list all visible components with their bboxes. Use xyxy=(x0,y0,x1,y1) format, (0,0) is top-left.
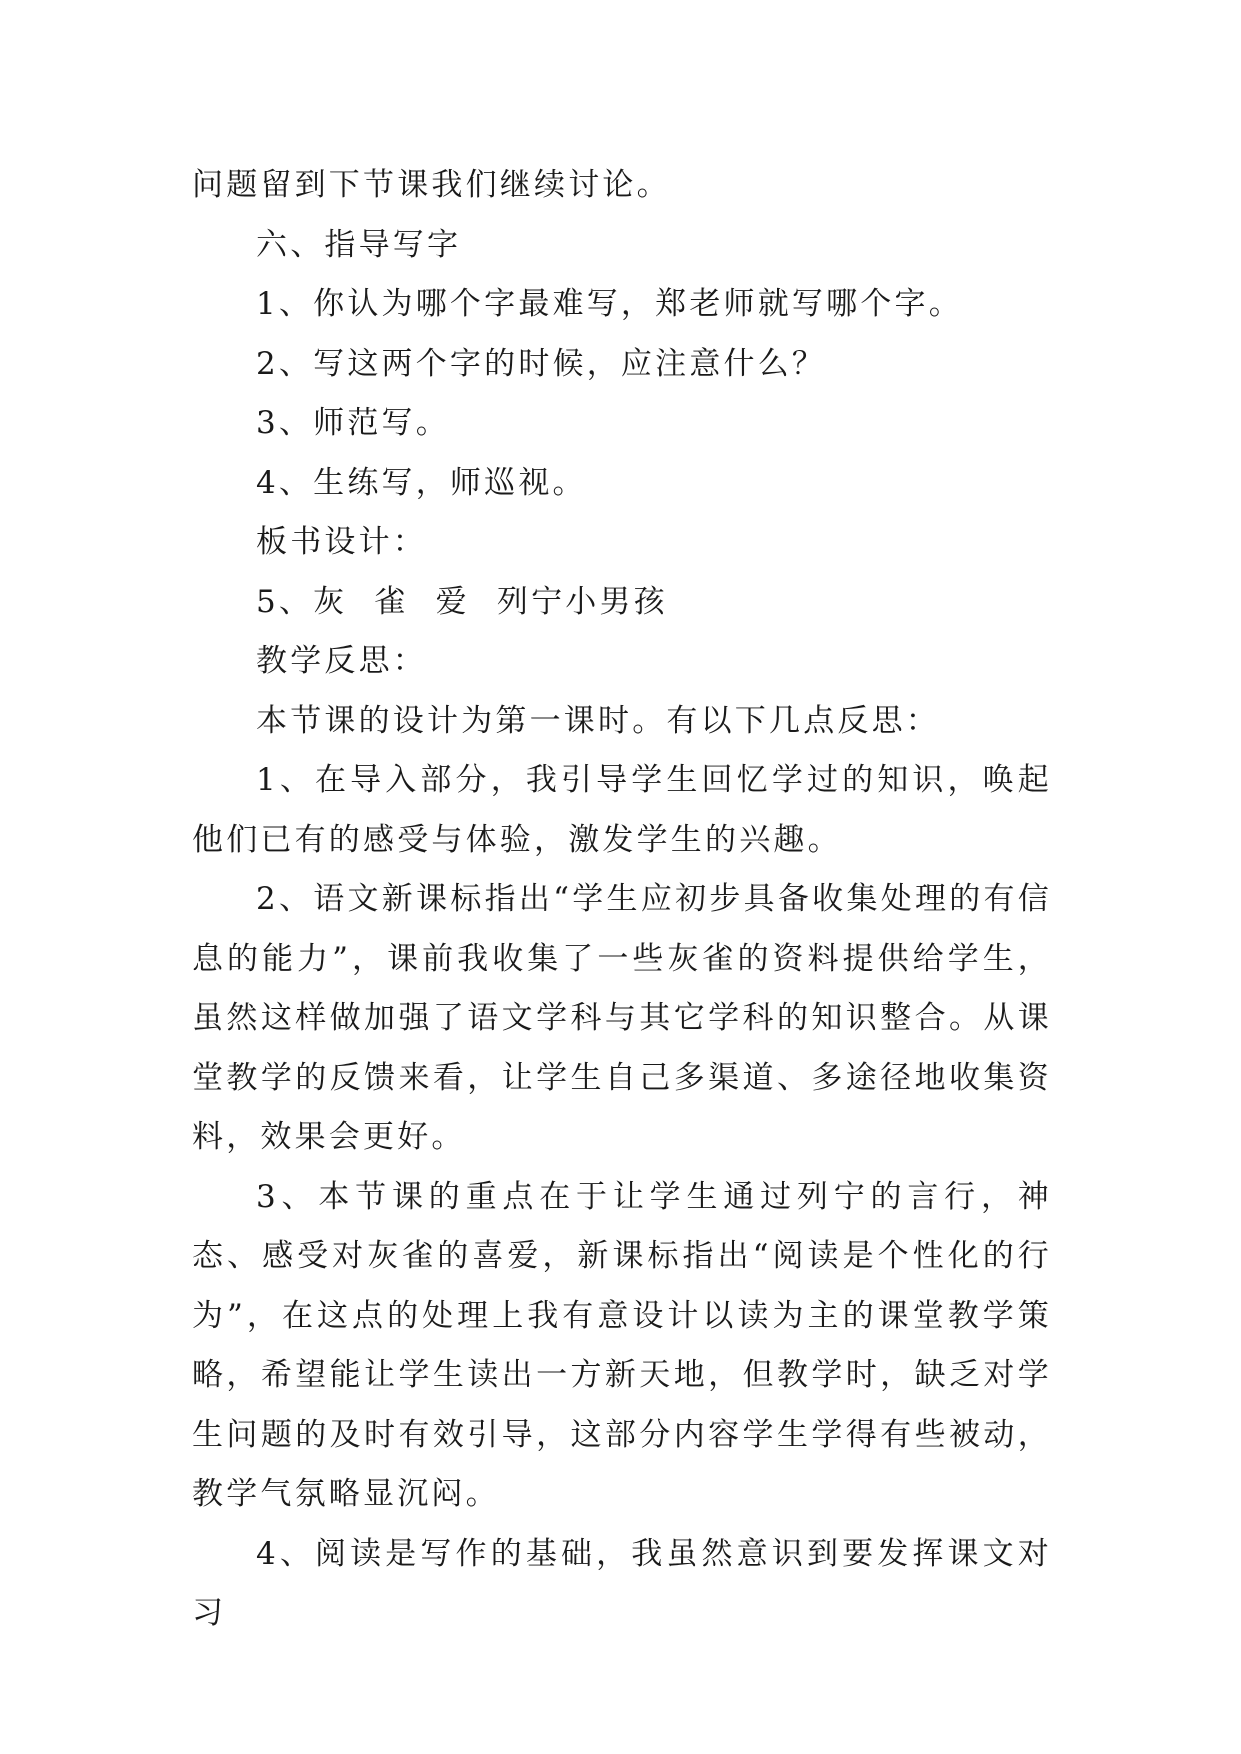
reflection-point-3: 3、本节课的重点在于让学生通过列宁的言行，神态、感受对灰雀的喜爱，新课标指出“阅读是个性化的行为”，在这点的处理上我有意设计以读为主的课堂教学策略，希望能让学生读出一方新天地，但教学时，缺乏对学生问题的及时有效引导，这部分内容学生学得有些被动，教学气氛略显沉闷。 xyxy=(192,1178,1052,1512)
document-body xyxy=(192,156,1052,1644)
list-item: 3、师范写。 xyxy=(256,405,450,441)
paragraph-1: 问题留到下节课我们继续讨论。 xyxy=(192,167,671,203)
reflection-point-1: 1、在导入部分，我引导学生回忆学过的知识，唤起他们已有的感受与体验，激发学生的兴趣。 xyxy=(192,762,1052,858)
board-design-content: 5、灰 雀 爱 列宁小男孩 xyxy=(256,583,668,620)
board-design-heading: 板书设计： xyxy=(256,524,427,560)
list-item: 1、你认为哪个字最难写，郑老师就写哪个字。 xyxy=(256,286,963,322)
list-item: 4、生练写，师巡视。 xyxy=(256,464,587,501)
reflection-point-4: 4、阅读是写作的基础，我虽然意识到要发挥课文对习 xyxy=(192,1535,1052,1631)
reflection-heading: 教学反思： xyxy=(256,643,427,679)
reflection-intro: 本节课的设计为第一课时。有以下几点反思： xyxy=(256,702,940,739)
list-item: 2、写这两个字的时候，应注意什么？ xyxy=(256,345,827,382)
section-heading-writing: 六、指导写字 xyxy=(256,226,462,263)
reflection-point-2: 2、语文新课标指出“学生应初步具备收集处理的有信息的能力”，课前我收集了一些灰雀的资料提供给学生，虽然这样做加强了语文学科与其它学科的知识整合。从课堂教学的反馈来看，让学生自己多渠道、多途径地收集资料，效果会更好。 xyxy=(192,881,1052,1155)
